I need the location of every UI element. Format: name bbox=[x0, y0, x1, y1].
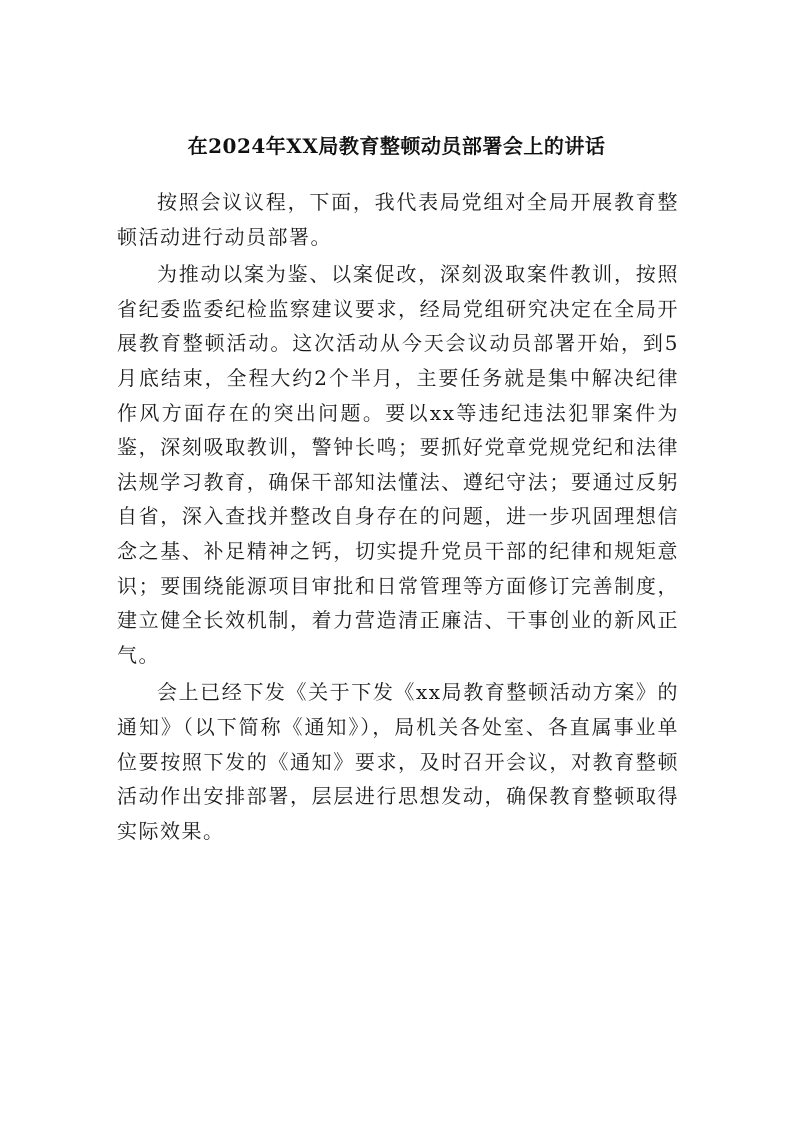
document-body bbox=[117, 185, 679, 848]
document-title: 在2024年XX局教育整顿动员部署会上的讲话 bbox=[187, 134, 606, 158]
paragraph-2: 为推动以案为鉴、以案促改，深刻汲取案件教训，按照省纪委监委纪检监察建议要求，经局党组研究决定在全局开展教育整顿活动。这次活动从今天会议动员部署开始，到5月底结束，全程大约2个半月，主要任务就是集中解决纪律作风方面存在的突出问题。要以xx等违纪违法犯罪案件为鉴，深刻吸取教训，警钟长鸣；要抓好党章党规党纪和法律法规学习教育，确保干部知法懂法、遵纪守法；要通过反躬自省，深入查找并整改自身存在的问题，进一步巩固理想信念之基、补足精神之钙，切实提升党员干部的纪律和规矩意识；要围绕能源项目审批和日常管理等方面修订完善制度，建立健全长效机制，着力营造清正廉洁、干事创业的新风正气。 bbox=[117, 262, 679, 667]
paragraph-3: 会上已经下发《关于下发《xx局教育整顿活动方案》的通知》（以下简称《通知》），局机关各处室、各直属事业单位要按照下发的《通知》要求，及时召开会议，对教育整顿活动作出安排部署，层层进行思想发动，确保教育整顿取得实际效果。 bbox=[117, 680, 679, 843]
paragraph-1: 按照会议议程，下面，我代表局党组对全局开展教育整顿活动进行动员部署。 bbox=[117, 190, 679, 249]
